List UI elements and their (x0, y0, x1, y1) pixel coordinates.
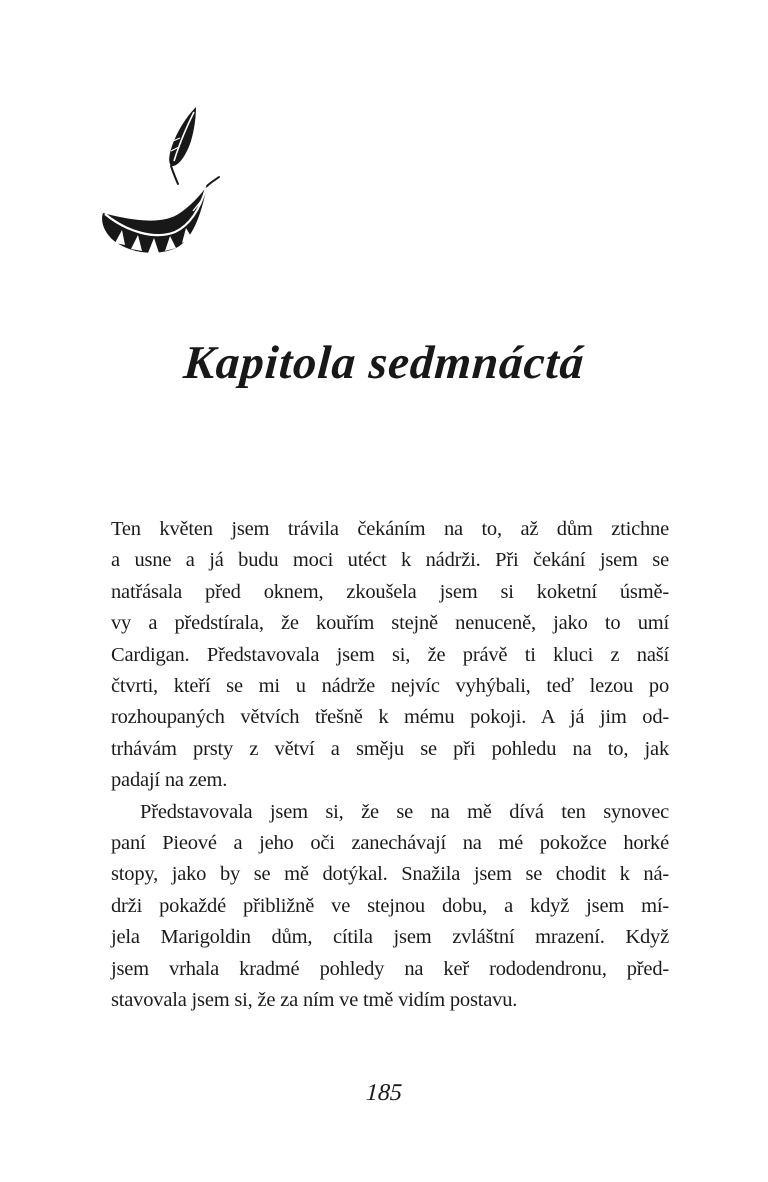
text-line: Představovala jsem si, že se na mě dívá ten synovec (140, 800, 669, 823)
text-line: drži pokaždé přibližně ve stejnou dobu, a když jsem mí- (111, 894, 669, 917)
text-line: rozhoupaných větvích třešně k mému pokoji. A já jim od- (111, 706, 669, 729)
page-number: 185 (365, 1080, 403, 1106)
text-line: padají na zem. (111, 769, 228, 792)
text-line: Ten květen jsem trávila čekáním na to, až dům ztichne (111, 518, 669, 540)
text-line: a usne a já budu moci utéct k nádrži. Při čekání jsem se (111, 549, 669, 572)
text-line: trhávám prsty z větví a směju se při pohledu na to, jak (111, 737, 669, 760)
text-line: čtvrti, kteří se mi u nádrže nejvíc vyhýbali, teď lezou po (111, 675, 669, 698)
text-line: jsem vrhala kradmé pohledy na keř rododendronu, před- (111, 957, 669, 980)
chapter-title: Kapitola sedmnáctá (181, 337, 587, 389)
text-line: jela Marigoldin dům, cítila jsem zvláštní mrazení. Když (111, 926, 669, 949)
text-line: Cardigan. Představovala jsem si, že právě ti kluci z naší (111, 643, 669, 666)
text-line: vy a předstírala, že kouřím stejně nenuceně, jako to umí (111, 612, 669, 635)
feather-ornament (95, 97, 235, 259)
text-line: stopy, jako by se mě dotýkal. Snažila jsem se chodit k ná- (111, 863, 669, 886)
text-line: natřásala před oknem, zkoušela jsem si koketní úsmě- (111, 580, 669, 603)
text-line: stavovala jsem si, že za ním ve tmě vidím postavu. (111, 989, 518, 1012)
body-text (111, 514, 669, 1017)
feather-icon (95, 97, 235, 259)
text-line: paní Pieové a jeho oči zanechávají na mé pokožce horké (111, 832, 669, 855)
